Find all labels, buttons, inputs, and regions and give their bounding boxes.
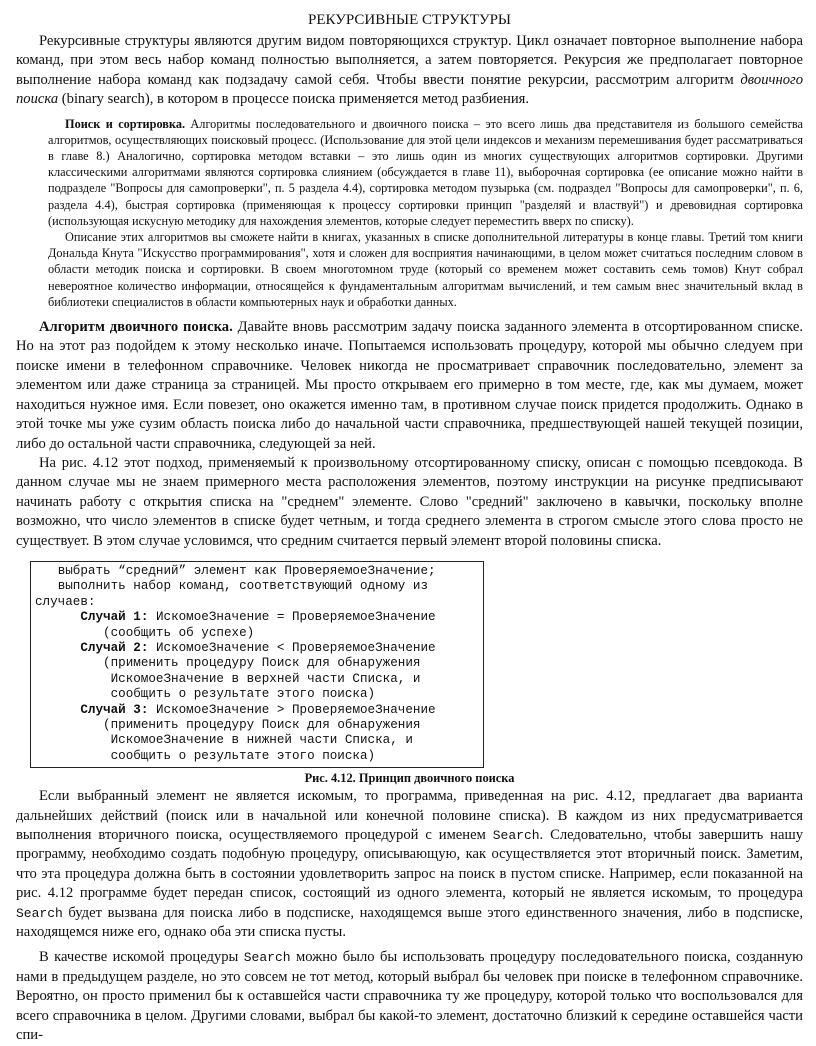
- after-text-2a: В качестве искомой процедуры: [39, 949, 244, 966]
- after-paragraph-2: [16, 948, 803, 1045]
- after-text-1b: . Следовательно, чтобы завершить нашу программу, необходимо создать подобную процедуру, описывающую, как осуществляется этот вторичный поиск. Заметим, что эта процедура должна быть в состоянии удовлетворить запрос на поиск в пустом списке. Например, если показанной на рис. 4.12 программе будет передан список, состоящий из одного элемента, который не является искомым, то процедура: [16, 827, 803, 902]
- case-2-body-2: ИскомоеЗначение в верхней части Списка, и: [110, 671, 421, 686]
- sidebar-heading: Поиск и сортировка.: [65, 116, 186, 131]
- code-line: [35, 656, 479, 671]
- binary-paragraph-1: [16, 318, 803, 454]
- intro-text-after: (binary search), в котором в процессе поиска применяется метод разбиения.: [58, 91, 530, 108]
- case-2-label: Случай 2:: [80, 640, 149, 655]
- case-3-label: Случай 3:: [80, 702, 149, 717]
- intro-paragraph: [16, 32, 803, 110]
- case-2-condition: ИскомоеЗначение < ПроверяемоеЗначение: [148, 640, 436, 655]
- sidebar-paragraph-1: [48, 116, 803, 229]
- code-line: [35, 718, 479, 733]
- sidebar-text-1: Алгоритмы последовательного и двоичного поиска – это всего лишь два представителя из большого семейства алгоритмов, осуществляющих поисковый процесс. (Использование для этой цели индексов и механизм перемешивания будет рассматриваться в главе 8.) Аналогично, сортировка методом вставки – это лишь один из многих существующих алгоритмов сортировки. Другими классическими алгоритмами являются сортировка слиянием (обсуждается в главе 11), выборочная сортировка (ее описание можно найти в подразделе "Вопросы для самопроверки", п. 5 раздела 4.4), сортировка методом пузырька (см. подраздел "Вопросы для самопроверки", п. 6, раздела 4.4), быстрая сортировка (применяющая к процессу сортировки принцип "разделяй и властвуй") и древовидная сортировка (использующая искусную методику для нахождения элементов, которые следует переместить вверх по списку).: [48, 116, 803, 228]
- search-procedure-name: Search: [492, 828, 540, 844]
- binary-paragraph-2: [16, 454, 803, 551]
- binary-text-1: Давайте вновь рассмотрим задачу поиска заданного элемента в отсортированном списке. Но на этот раз подойдем к этому несколько иначе. Попытаемся использовать процедуру, которой мы обычно следуем при поиске имени в телефонном справочнике. Человек никогда не просматривает справочник последовательно, элемент за элементом или даже страница за страницей. Мы просто открываем его примерно в том месте, где, как мы думаем, может находиться нужное имя. Если повезет, оно окажется именно там, в противном случае поиск придется продолжить. Однако в этой точке мы уже сузим область поиска либо до начальной части справочника, предшествующей нашей текущей позиции, либо до остальной части справочника, следующей за ней.: [16, 319, 803, 452]
- search-procedure-name: Search: [243, 950, 291, 966]
- case-1-body: (сообщить об успехе): [103, 625, 255, 640]
- case-3-body-1: (применить процедуру Поиск для обнаружения: [103, 718, 421, 732]
- case-2-body-1: (применить процедуру Поиск для обнаружения: [103, 656, 421, 671]
- after-paragraph-1: [16, 787, 803, 942]
- case-1-label: Случай 1:: [80, 610, 149, 625]
- code-line-2: выполнить набор команд, соответствующий одному из: [57, 579, 429, 594]
- page-title: РЕКУРСИВНЫЕ СТРУКТУРЫ: [308, 12, 511, 28]
- binary-heading: Алгоритм двоичного поиска.: [39, 319, 233, 336]
- document-page: [16, 0, 803, 1046]
- code-line-1: выбрать “средний” элемент как ПроверяемоеЗначение;: [57, 563, 436, 578]
- code-line: [35, 641, 479, 656]
- code-line: [35, 687, 479, 702]
- case-3-body-2: ИскомоеЗначение в нижней части Списка, и: [110, 733, 413, 748]
- after-text-1c: будет вызвана для поиска либо в подсписке, находящемся выше этого единственного значения, либо в подсписке, находящемся ниже его, однако оба эти списка пусты.: [16, 904, 803, 941]
- code-line: [35, 703, 479, 718]
- code-line: [35, 595, 479, 610]
- sidebar-paragraph-2: [48, 229, 803, 310]
- code-line: [35, 564, 479, 579]
- case-3-condition: ИскомоеЗначение > ПроверяемоеЗначение: [148, 702, 436, 717]
- intro-text-before: Рекурсивные структуры являются другим видом повторяющихся структур. Цикл означает повторное выполнение набора команд, при этом весь набор команд полностью выполняется, а затем повторяется. Рекурсия же предполагает повторное выполнение набора команд как подзадачу самой себя. Чтобы ввести понятие рекурсии, рассмотрим алгоритм: [16, 33, 803, 88]
- code-line: [35, 626, 479, 641]
- after-text-2b: можно было бы использовать процедуру последовательного поиска, созданную нами в предыдущем разделе, но это совсем не тот метод, который выбрал бы человек при поиске в телефонном справочнике. Вероятно, он просто применил бы к оставшейся части справочника ту же процедуру, которой только что воспользовался для всего справочника в целом. Другими словами, выбрал бы какой-то элемент, достаточно близкий к середине оставшейся части спи-: [16, 949, 803, 1044]
- after-text-1a: Если выбранный элемент не является искомым, то программа, приведенная на рис. 4.12, предлагает два варианта дальнейших действий (поиск или в начальной или конечной половине списка). В каждом из них предусматривается выполнения вторичного поиска, осуществляемого процедурой с именем: [16, 788, 803, 844]
- case-3-body-3: сообщить о результате этого поиска): [110, 748, 376, 763]
- code-line: [35, 610, 479, 625]
- intro-italic-term: двоичного поиска: [16, 71, 803, 108]
- sidebar-text-2: Описание этих алгоритмов вы сможете найти в книгах, указанных в списке дополнительной литературы в конце главы. Третий том книги Дональда Кнута "Искусство программирования", хотя и сложен для восприятия начинающими, в целом может считаться последним словом в области методик поиска и сортировки. В своем многотомном труде (который со временем может составить семь томов) Кнут собрал невероятное количество информации, относящейся к фундаментальным алгоритмам вычислений, и тем самым внес значительный вклад в библиотеки специалистов в области компьютерных наук и обработки данных.: [48, 230, 803, 309]
- code-line: [35, 672, 479, 687]
- case-1-condition: ИскомоеЗначение = ПроверяемоеЗначение: [148, 610, 436, 625]
- code-line: [35, 579, 479, 594]
- figure-caption: Рис. 4.12. Принцип двоичного поиска: [304, 771, 515, 786]
- code-line: [35, 749, 479, 764]
- case-2-body-3: сообщить о результате этого поиска): [110, 687, 376, 702]
- code-line-3: случаев:: [35, 594, 96, 609]
- search-procedure-name: Search: [16, 905, 63, 921]
- pseudocode-figure: [30, 561, 484, 768]
- binary-text-2: На рис. 4.12 этот подход, применяемый к произвольному отсортированному списку, описан с помощью псевдокода. В данном случае мы не знаем примерного места расположения элементов, поэтому инструкции на рисунке предписывают начинать работу с открытия списка на "среднем" элементе. Слово "средний" заключено в кавычки, поскольку вполне возможно, что число элементов в списке будет четным, и тогда среднего элемента в строгом смысле этого слова просто не существует. В этом случае условимся, что средним считается первый элемент второй половины списка.: [16, 454, 803, 549]
- code-line: [35, 733, 479, 748]
